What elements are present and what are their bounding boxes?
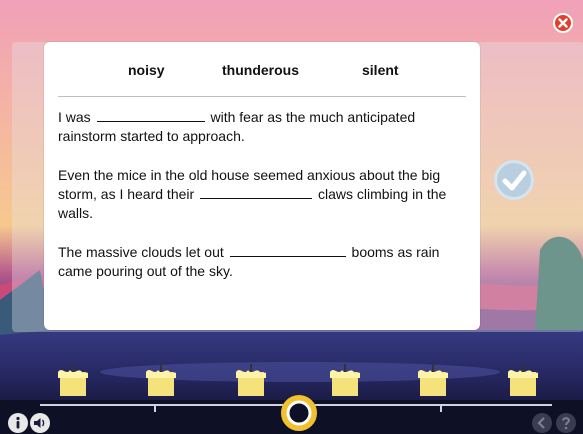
speaker-icon	[30, 413, 50, 433]
word-option-thunderous[interactable]: thunderous	[222, 62, 299, 78]
candle-icon	[142, 364, 180, 398]
sentence-2-before: Even the mice in the old house seemed anxious about the big storm, as I heard their	[58, 167, 441, 202]
info-icon	[8, 413, 28, 433]
word-bank	[44, 62, 480, 84]
sentence-2	[58, 166, 468, 223]
sentence-3-before: The massive clouds let out	[58, 244, 224, 260]
sound-button[interactable]	[30, 413, 50, 433]
progress-tick	[440, 404, 442, 412]
candle-icon	[326, 364, 364, 398]
info-button[interactable]	[8, 413, 28, 433]
sentence-1-before: I was	[58, 109, 91, 125]
progress-ring	[278, 392, 320, 434]
back-button[interactable]	[532, 413, 552, 433]
question-card	[44, 42, 480, 330]
check-icon	[494, 160, 534, 200]
back-icon	[532, 413, 552, 433]
word-option-silent[interactable]: silent	[362, 62, 399, 78]
close-icon	[555, 15, 571, 31]
sentence-2-after: claws climbing in the walls.	[58, 186, 447, 221]
close-button[interactable]	[553, 13, 573, 33]
help-icon	[556, 413, 576, 433]
candle-icon	[54, 364, 92, 398]
divider	[58, 96, 466, 97]
help-button[interactable]	[556, 413, 576, 433]
blank-2[interactable]	[200, 185, 312, 199]
candle-icon	[232, 364, 270, 398]
progress-tick	[154, 404, 156, 412]
candle-icon	[414, 364, 452, 398]
word-option-noisy[interactable]: noisy	[128, 62, 165, 78]
blank-3[interactable]	[230, 243, 346, 257]
check-answer-button[interactable]	[494, 160, 534, 200]
sentence-1	[58, 108, 468, 146]
sentence-3	[58, 243, 468, 281]
blank-1[interactable]	[97, 108, 205, 122]
candle-icon	[504, 364, 542, 398]
sentence-3-after: booms as rain came pouring out of the sky.	[58, 244, 440, 279]
sentence-1-after: with fear as the much anticipated rainstorm started to approach.	[58, 109, 416, 144]
